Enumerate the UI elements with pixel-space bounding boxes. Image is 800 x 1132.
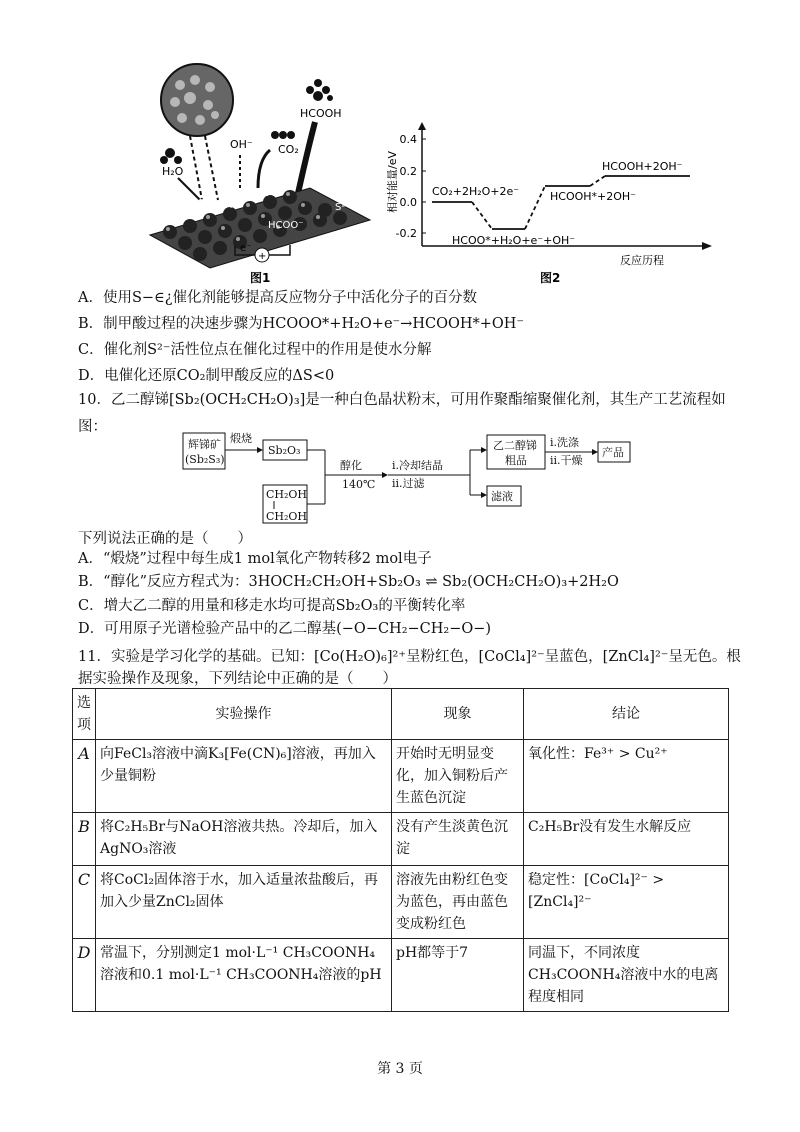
row-conclusion: 同温下，不同浓度CH₃COONH₄溶液中水的电离程度相同 bbox=[524, 939, 729, 1012]
q10-process-flowchart bbox=[180, 430, 640, 530]
flow-step-ii: ⅱ.过滤 bbox=[392, 477, 425, 490]
flow-product: 产品 bbox=[602, 446, 624, 459]
flow-wash-ii: ⅱ.干燥 bbox=[550, 454, 583, 467]
row-phenomenon: 没有产生淡黄色沉淀 bbox=[392, 813, 524, 866]
q10-option-c[interactable]: C．增大乙二醇的用量和移走水均可提高Sb₂O₃的平衡转化率 bbox=[78, 598, 466, 614]
row-label: B bbox=[73, 813, 96, 866]
q9-option-d[interactable]: D．电催化还原CO₂制甲酸反应的ΔS<0 bbox=[78, 368, 335, 384]
flow-crude-line2: 粗品 bbox=[505, 454, 527, 467]
table-row-b[interactable] bbox=[73, 813, 729, 866]
fig2-ytick-0.4: 0.4 bbox=[399, 133, 417, 146]
figure1-catalyst-diagram bbox=[140, 60, 380, 290]
row-phenomenon: pH都等于7 bbox=[392, 939, 524, 1012]
fig2-ylabel: 相对能量/eV bbox=[386, 151, 399, 213]
flow-ore: 辉锑矿 bbox=[188, 438, 221, 451]
flow-calcine: 煅烧 bbox=[230, 432, 252, 445]
figure2-energy-diagram bbox=[380, 118, 725, 286]
fig2-state-0: CO₂+2H₂O+2e⁻ bbox=[432, 185, 520, 198]
flow-esterify: 醇化 bbox=[340, 459, 362, 472]
row-operation: 常温下，分别测定1 mol·L⁻¹ CH₃COONH₄溶液和0.1 mol·L⁻¹ CH₃COONH₄溶液的pH bbox=[96, 939, 392, 1012]
flow-filtrate: 滤液 bbox=[491, 490, 513, 503]
fig1-label-hcoo: HCOO⁻ bbox=[268, 220, 304, 231]
row-phenomenon: 溶液先由粉红色变为蓝色，再由蓝色变成粉红色 bbox=[392, 866, 524, 939]
svg-text:+: + bbox=[258, 251, 267, 262]
q9-option-a[interactable]: A．使用S−∈¿催化剂能够提高反应物分子中活化分子的百分数 bbox=[78, 290, 478, 306]
flow-step-i: ⅰ.冷却结晶 bbox=[392, 459, 444, 472]
flow-sb2o3: Sb₂O₃ bbox=[268, 444, 301, 457]
q11-stem-line1: 11．实验是学习化学的基础。已知：[Co(H₂O)₆]²⁺呈粉红色，[CoCl₄]²⁻呈蓝色，[ZnCl₄]²⁻呈无色。根 bbox=[78, 649, 741, 665]
fig2-state-2: HCOOH*+2OH⁻ bbox=[550, 190, 636, 203]
page-number: 第 3 页 bbox=[377, 1061, 423, 1077]
row-conclusion: C₂H₅Br没有发生水解反应 bbox=[524, 813, 729, 866]
row-label: C bbox=[73, 866, 96, 939]
fig2-state-1: HCOO*+H₂O+e⁻+OH⁻ bbox=[452, 234, 576, 247]
figure1-caption: 图1 bbox=[250, 271, 271, 285]
fig1-label-electron: e⁻ bbox=[240, 243, 252, 254]
table-row-a[interactable] bbox=[73, 740, 729, 813]
fig1-label-hcooh: HCOOH bbox=[300, 107, 342, 120]
fig2-ytick--0.2: -0.2 bbox=[395, 227, 417, 240]
fig2-state-3: HCOOH+2OH⁻ bbox=[602, 160, 683, 173]
table-header-row bbox=[73, 689, 729, 740]
flow-crude-line1: 乙二醇锑 bbox=[493, 439, 537, 452]
hcooh-molecule-icon bbox=[306, 79, 333, 101]
fig2-ytick-0.2: 0.2 bbox=[399, 165, 417, 178]
q10-option-b[interactable]: B．“醇化”反应方程式为：3HOCH₂CH₂OH+Sb₂O₃ ⇌ Sb₂(OCH₂CH₂O)₃+2H₂O bbox=[78, 574, 619, 590]
row-operation: 向FeCl₃溶液中滴K₃[Fe(CN)₆]溶液，再加入少量铜粉 bbox=[96, 740, 392, 813]
header-phenomenon: 现象 bbox=[392, 689, 524, 740]
flow-temp: 140℃ bbox=[342, 478, 376, 491]
q9-option-b[interactable]: B．制甲酸过程的决速步骤为HCOOO*+H₂O+e⁻→HCOOH*+OH⁻ bbox=[78, 316, 525, 332]
fig2-ytick-0.0: 0.0 bbox=[399, 196, 417, 209]
table-row-d[interactable] bbox=[73, 939, 729, 1012]
q10-stem: 10．乙二醇锑[Sb₂(OCH₂CH₂O)₃]是一种白色晶状粉末，可用作聚酯缩聚催化剂，其生产工艺流程如图： bbox=[78, 392, 726, 435]
q11-experiment-table bbox=[72, 688, 729, 1012]
fig1-label-s2-right: S²⁻ bbox=[335, 202, 351, 213]
q10-question: 下列说法正确的是（ ） bbox=[78, 531, 252, 547]
row-label: D bbox=[73, 939, 96, 1012]
table-row-c[interactable] bbox=[73, 866, 729, 939]
fig1-label-s2-left: S²⁻ bbox=[198, 198, 214, 209]
row-conclusion: 氧化性：Fe³⁺ > Cu²⁺ bbox=[524, 740, 729, 813]
row-operation: 将C₂H₅Br与NaOH溶液共热。冷却后，加入AgNO₃溶液 bbox=[96, 813, 392, 866]
q10-option-d[interactable]: D．可用原子光谱检验产品中的乙二醇基(−O−CH₂−CH₂−O−) bbox=[78, 621, 492, 637]
flow-wash-i: ⅰ.洗涤 bbox=[550, 436, 580, 449]
fig1-label-co2: CO₂ bbox=[278, 143, 299, 156]
header-option: 选 项 bbox=[73, 689, 96, 740]
q9-option-c[interactable]: C．催化剂S²⁻活性位点在催化过程中的作用是使水分解 bbox=[78, 342, 432, 358]
flow-glycol-bottom: CH₂OH bbox=[266, 510, 308, 523]
header-operation: 实验操作 bbox=[96, 689, 392, 740]
fig1-label-oh: OH⁻ bbox=[230, 138, 253, 151]
header-conclusion: 结论 bbox=[524, 689, 729, 740]
fig2-xlabel: 反应历程 bbox=[620, 254, 664, 267]
flow-ore-formula: (Sb₂S₃) bbox=[185, 453, 225, 466]
flow-glycol-top: CH₂OH bbox=[266, 488, 308, 501]
row-conclusion: 稳定性：[CoCl₄]²⁻ > [ZnCl₄]²⁻ bbox=[524, 866, 729, 939]
row-operation: 将CoCl₂固体溶于水，加入适量浓盐酸后，再加入少量ZnCl₂固体 bbox=[96, 866, 392, 939]
row-label: A bbox=[73, 740, 96, 813]
q11-stem-line2: 据实验操作及现象，下列结论中正确的是（ ） bbox=[78, 671, 397, 687]
q10-option-a[interactable]: A．“煅烧”过程中每生成1 mol氧化产物转移2 mol电子 bbox=[78, 551, 432, 567]
row-phenomenon: 开始时无明显变化，加入铜粉后产生蓝色沉淀 bbox=[392, 740, 524, 813]
fig1-label-h2o: H₂O bbox=[162, 165, 184, 178]
figure2-caption: 图2 bbox=[540, 271, 561, 285]
fig1-label-hplus: H⁺ bbox=[225, 200, 238, 211]
fig1-label-co2-anion: CO₂⁻ bbox=[250, 188, 275, 199]
